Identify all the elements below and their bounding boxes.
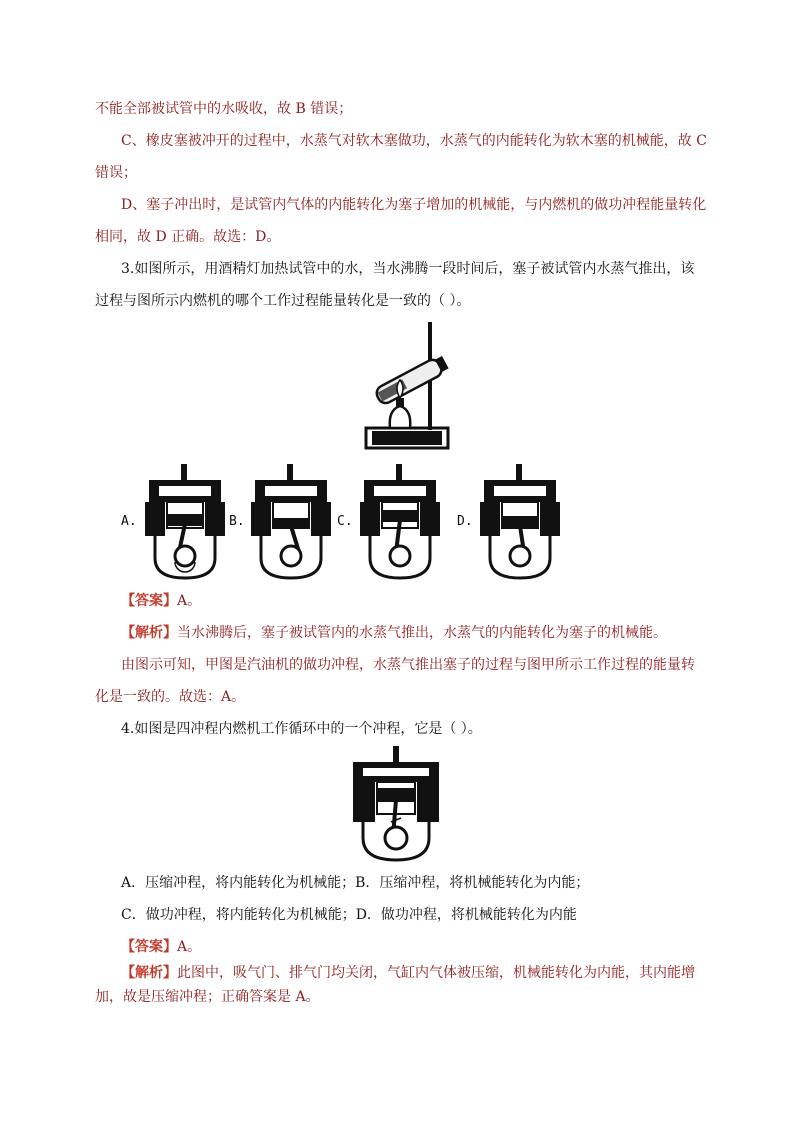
q4-engine-figure (349, 744, 445, 862)
analysis-tag: 【解析】 (121, 625, 177, 641)
analysis-text: 此图中，吸气门、排气门均关闭，气缸内气体被压缩，机械能转化为内能，其内能增 (177, 965, 695, 981)
paragraph-d-line1: D、塞子冲出时，是试管内气体的内能转化为塞子增加的机械能，与内燃机的做功冲程能量转化 (121, 197, 707, 213)
paragraph-c-line1: C、橡皮塞被冲开的过程中，水蒸气对软木塞做功，水蒸气的内能转化为软木塞的机械能，故 C (121, 133, 707, 149)
q3-engine-figure-c (356, 462, 444, 582)
q3-option-d-label: D. (457, 514, 473, 529)
q4-options-ab: A．压缩冲程，将内能转化为机械能；B．压缩冲程，将机械能转化为内能； (121, 875, 590, 891)
analysis-text: 当水沸腾后，塞子被试管内的水蒸气推出，水蒸气的内能转化为塞子的机械能。 (177, 625, 667, 641)
q3-option-c-label: C. (337, 514, 353, 529)
q4-options-cd: C．做功冲程，将内能转化为机械能；D．做功冲程，将机械能转化为内能 (121, 907, 577, 923)
q3-analysis-line2: 由图示可知，甲图是汽油机的做功冲程，水蒸气推出塞子的过程与图甲所示工作过程的能量转 (121, 657, 695, 673)
q3-analysis-line3: 化是一致的。故选：A。 (95, 689, 246, 705)
q3-engine-figure-b (247, 462, 335, 582)
q3-engine-figure-d (476, 462, 564, 582)
q4-analysis-line2: 加，故是压缩冲程；正确答案是 A。 (95, 989, 320, 1005)
test-tube-apparatus-figure (362, 318, 456, 458)
answer-tag: 【答案】 (121, 939, 177, 955)
q3-option-a-label: A. (121, 514, 137, 529)
q3-stem-line1: 3.如图所示，用酒精灯加热试管中的水，当水沸腾一段时间后，塞子被试管内水蒸气推出，该 (121, 261, 695, 277)
q3-answer (121, 591, 201, 611)
q3-analysis-line1 (121, 623, 667, 643)
answer-value: A。 (177, 939, 202, 955)
answer-value: A。 (177, 593, 202, 609)
paragraph-b-conclusion: 不能全部被试管中的水吸收，故 B 错误； (95, 101, 353, 117)
analysis-tag: 【解析】 (121, 965, 177, 981)
q3-engine-figure-a (141, 462, 229, 582)
q4-answer (121, 937, 201, 957)
paragraph-d-line2: 相同，故 D 正确。故选：D。 (95, 229, 281, 245)
paragraph-c-line2: 错误； (95, 165, 137, 181)
q3-stem-line2: 过程与图所示内燃机的哪个工作过程能量转化是一致的（ ）。 (95, 293, 471, 309)
answer-tag: 【答案】 (121, 593, 177, 609)
q3-option-b-label: B. (229, 514, 245, 529)
q4-stem: 4.如图是四冲程内燃机工作循环中的一个冲程，它是（ ）。 (121, 721, 482, 737)
q4-analysis-line1 (121, 963, 695, 983)
